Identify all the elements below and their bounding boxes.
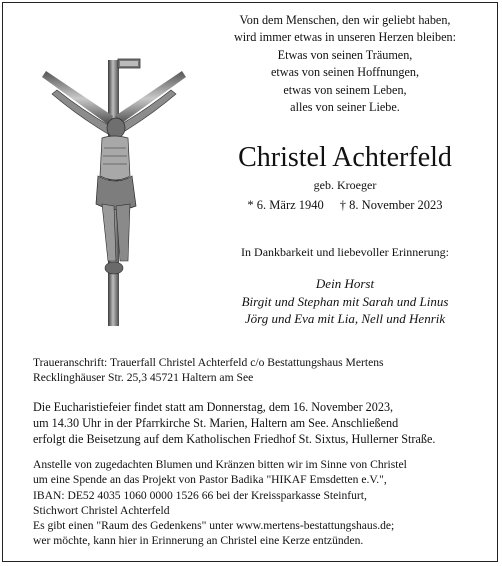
thanks-line: In Dankbarkeit und liebevoller Erinnerung: — [241, 245, 449, 259]
service-line: Die Eucharistiefeier findet statt am Donnerstag, dem 16. November 2023, — [33, 400, 394, 414]
deceased-name: Christel Achterfeld — [238, 142, 452, 173]
poem-line: Von dem Menschen, den wir geliebt haben, — [239, 13, 451, 27]
memorial-poem — [215, 12, 475, 116]
family-line: Birgit und Stephan mit Sarah und Linus — [241, 293, 449, 309]
memorial-info — [33, 518, 483, 549]
family-signature — [200, 275, 490, 328]
family-line: Jörg und Eva mit Lia, Nell und Henrik — [244, 311, 446, 326]
donation-line: um eine Spende an das Projekt von Pastor Badika "HIKAF Emsdetten e.V.", — [33, 473, 387, 487]
poem-line: etwas von seinen Hoffnungen, — [270, 65, 420, 80]
donation-line: Stichwort Christel Achterfeld — [33, 504, 170, 518]
born-name: geb. Kroeger — [313, 178, 377, 192]
death-date: † 8. November 2023 — [339, 198, 443, 212]
poem-line: wird immer etwas in unseren Herzen bleiben: — [233, 30, 456, 45]
address-line: Recklinghäuser Str. 25,3 45721 Haltern am See — [33, 371, 254, 385]
service-line: erfolgt die Beisetzung auf dem Katholischen Friedhof St. Sixtus, Hullerner Straße. — [33, 432, 436, 447]
memorial-line: Es gibt einen "Raum des Gedenkens" unter www.mertens-bestattungshaus.de; — [33, 519, 395, 532]
donation-line: Anstelle von zugedachten Blumen und Kränzen bitten wir im Sinne von Christel — [33, 458, 407, 471]
poem-line: Etwas von seinen Träumen, — [277, 47, 413, 62]
memorial-line: wer möchte, kann hier in Erinnerung an Christel eine Kerze entzünden. — [33, 534, 364, 548]
family-line: Dein Horst — [315, 276, 375, 291]
birth-date: * 6. März 1940 — [247, 198, 324, 212]
donation-info — [33, 457, 483, 519]
poem-line: etwas von seinem Leben, — [283, 82, 407, 97]
service-line: um 14.30 Uhr in der Pfarrkirche St. Marien, Haltern am See. Anschließend — [33, 416, 399, 431]
poem-line: alles von seiner Liebe. — [290, 100, 400, 115]
address-line: Traueranschrift: Trauerfall Christel Achterfeld c/o Bestattungshaus Mertens — [33, 356, 384, 369]
donation-line: IBAN: DE52 4035 1060 0000 1526 66 bei der Kreissparkasse Steinfurt, — [33, 488, 367, 502]
crucifix-image — [30, 56, 198, 328]
service-info — [33, 399, 483, 448]
mourning-address — [33, 355, 483, 386]
life-dates — [210, 198, 480, 213]
